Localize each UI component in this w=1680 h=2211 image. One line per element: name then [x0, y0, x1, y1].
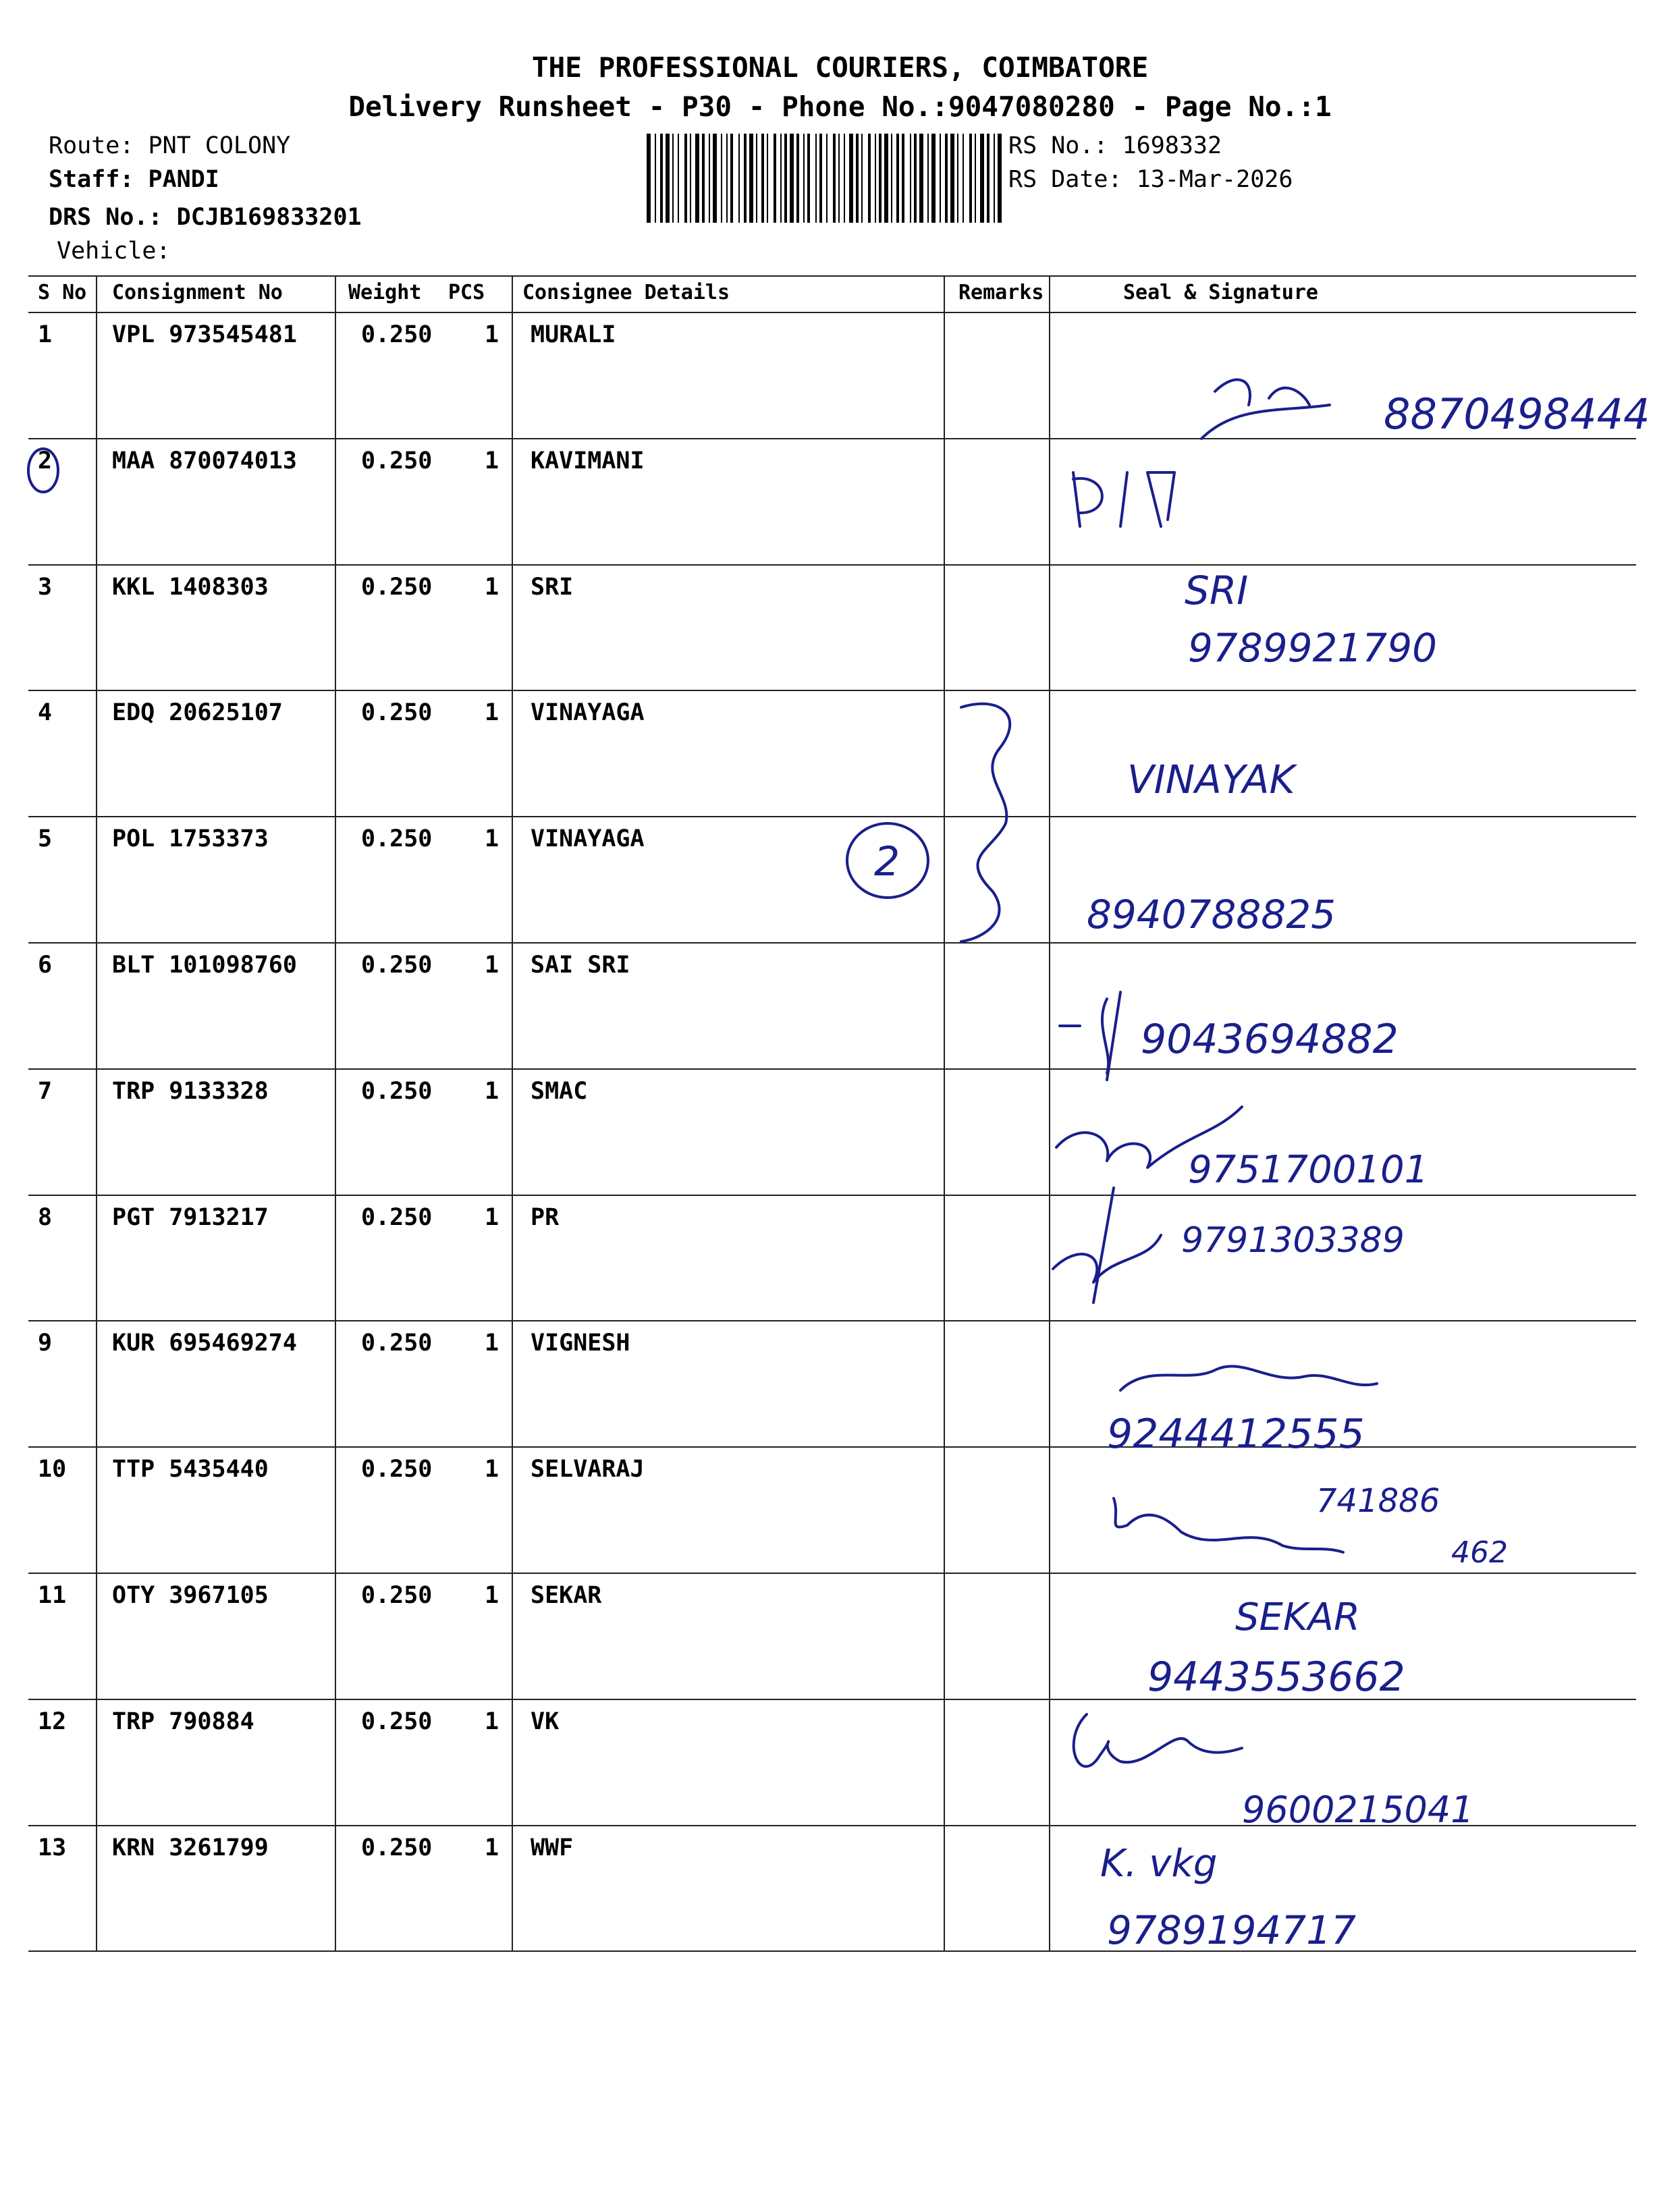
signature-phone: 9443553662: [1147, 1654, 1405, 1701]
signature-scribble: [1114, 1498, 1343, 1552]
cell-pcs: 1: [485, 321, 499, 348]
cell-weight: 0.250: [361, 1456, 433, 1483]
cell-sno: 1: [38, 321, 53, 348]
cell-sno: 10: [38, 1456, 67, 1483]
cell-weight: 0.250: [361, 1204, 433, 1231]
signature-phone: 9789921790: [1188, 625, 1438, 671]
cell-consignee: SELVARAJ: [531, 1456, 645, 1483]
cell-weight: 0.250: [361, 321, 433, 348]
signature-scribble: [1120, 1366, 1377, 1390]
cell-consignee: SMAC: [531, 1078, 588, 1105]
cell-consignee: SEKAR: [531, 1582, 602, 1609]
cell-weight: 0.250: [361, 1582, 433, 1609]
cell-weight: 0.250: [361, 1708, 433, 1735]
cell-pcs: 1: [485, 1834, 499, 1861]
cell-consignment: TTP 5435440: [112, 1456, 269, 1483]
cell-consignment: MAA 870074013: [112, 447, 297, 474]
cell-pcs: 1: [485, 699, 499, 726]
signature-name: SEKAR: [1235, 1595, 1360, 1639]
cell-consignment: BLT 101098760: [112, 952, 297, 979]
cell-consignment: OTY 3967105: [112, 1582, 269, 1609]
cell-consignee: VIGNESH: [531, 1330, 630, 1357]
remarks-brace: [961, 704, 1010, 941]
cell-sno: 3: [38, 574, 53, 601]
signature-phone: 9043694882: [1141, 1016, 1399, 1063]
signature-phone: 8870498444: [1384, 389, 1650, 439]
staff-label: Staff:: [49, 166, 134, 193]
header-consignee: Consignee Details: [522, 281, 730, 304]
runsheet-subtitle: Delivery Runsheet - P30 - Phone No.:9047080280 - Page No.:1: [348, 90, 1332, 123]
header-pcs: PCS: [448, 281, 485, 304]
cell-consignee: PR: [531, 1204, 560, 1231]
header-consignment: Consignment No: [112, 281, 283, 304]
cell-pcs: 1: [485, 1078, 499, 1105]
remarks-count: 2: [874, 838, 900, 885]
cell-consignment: PGT 7913217: [112, 1204, 269, 1231]
cell-consignment: KRN 3261799: [112, 1834, 269, 1861]
cell-pcs: 1: [485, 447, 499, 474]
cell-pcs: 1: [485, 1708, 499, 1735]
cell-consignee: WWF: [531, 1834, 574, 1861]
cell-sno: 6: [38, 952, 53, 979]
cell-sno: 4: [38, 699, 53, 726]
cell-pcs: 1: [485, 952, 499, 979]
circled-mark: [28, 449, 58, 492]
drs-label: DRS No.:: [49, 204, 163, 231]
cell-weight: 0.250: [361, 447, 433, 474]
cell-consignment: EDQ 20625107: [112, 699, 283, 726]
cell-weight: 0.250: [361, 825, 433, 852]
signature-phone: 9244412555: [1107, 1411, 1365, 1458]
signature-phone: 9791303389: [1181, 1220, 1405, 1261]
cell-consignment: KUR 695469274: [112, 1330, 297, 1357]
signature-scribble: [1073, 472, 1174, 526]
cell-consignment: POL 1753373: [112, 825, 269, 852]
signature-scribble: [1074, 1714, 1242, 1766]
cell-pcs: 1: [485, 574, 499, 601]
cell-consignee: MURALI: [531, 321, 616, 348]
signature-phone: 8940788825: [1087, 892, 1336, 937]
rs-number: RS No.: 1698332: [1008, 132, 1222, 159]
cell-sno: 11: [38, 1582, 67, 1609]
cell-weight: 0.250: [361, 952, 433, 979]
cell-consignment: KKL 1408303: [112, 574, 269, 601]
cell-pcs: 1: [485, 1582, 499, 1609]
signature-name: K. vkg: [1100, 1842, 1218, 1886]
header-remarks: Remarks: [958, 281, 1044, 304]
route-label: Route: PNT COLONY: [49, 132, 291, 159]
cell-weight: 0.250: [361, 699, 433, 726]
signature-scribble: [1053, 1188, 1161, 1303]
signature-scribble: [1060, 992, 1120, 1080]
cell-pcs: 1: [485, 1330, 499, 1357]
signature-scribble: [1201, 405, 1330, 439]
vehicle-label: Vehicle:: [57, 238, 171, 265]
cell-sno: 8: [38, 1204, 53, 1231]
signature-name: SRI: [1185, 568, 1249, 613]
cell-pcs: 1: [485, 1456, 499, 1483]
header-sno: S No: [38, 281, 87, 304]
cell-consignment: TRP 790884: [112, 1708, 254, 1735]
drs-value: DCJB169833201: [162, 204, 362, 231]
signature-phone: 9751700101: [1188, 1148, 1429, 1192]
cell-pcs: 1: [485, 1204, 499, 1231]
signature-name: VINAYAK: [1127, 757, 1295, 802]
cell-consignee: SRI: [531, 574, 574, 601]
cell-consignment: TRP 9133328: [112, 1078, 269, 1105]
signature-phone: 9789194717: [1107, 1907, 1357, 1953]
company-title: THE PROFESSIONAL COURIERS, COIMBATORE: [531, 51, 1149, 84]
cell-weight: 0.250: [361, 1078, 433, 1105]
signature-phone: 462: [1451, 1535, 1508, 1570]
signature-scribble: [1215, 380, 1309, 405]
header-seal-signature: Seal & Signature: [1123, 281, 1318, 304]
cell-sno: 13: [38, 1834, 67, 1861]
cell-consignee: KAVIMANI: [531, 447, 645, 474]
cell-sno: 12: [38, 1708, 67, 1735]
signature-phone: 741886: [1316, 1482, 1440, 1520]
cell-sno: 9: [38, 1330, 53, 1357]
staff-value: PANDI: [134, 166, 219, 193]
cell-consignment: VPL 973545481: [112, 321, 297, 348]
cell-consignee: VINAYAGA: [531, 825, 645, 852]
cell-consignee: SAI SRI: [531, 952, 630, 979]
signature-phone: 9600215041: [1242, 1789, 1474, 1831]
cell-sno: 5: [38, 825, 53, 852]
cell-sno: 7: [38, 1078, 53, 1105]
rs-date: RS Date: 13-Mar-2026: [1008, 166, 1293, 193]
cell-pcs: 1: [485, 825, 499, 852]
cell-sno: 2: [38, 447, 53, 474]
header-weight: Weight: [348, 281, 422, 304]
cell-consignee: VK: [531, 1708, 560, 1735]
cell-consignee: VINAYAGA: [531, 699, 645, 726]
cell-weight: 0.250: [361, 574, 433, 601]
cell-weight: 0.250: [361, 1330, 433, 1357]
cell-weight: 0.250: [361, 1834, 433, 1861]
